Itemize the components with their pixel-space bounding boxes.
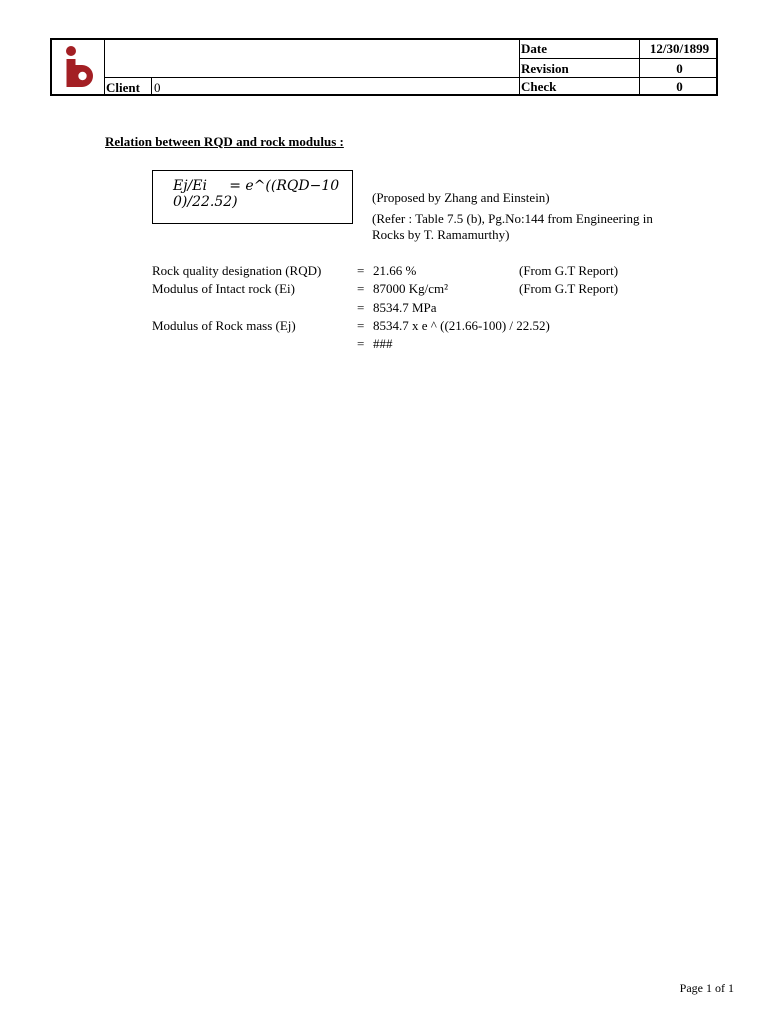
row-label: Modulus of Intact rock (Ei) — [152, 281, 295, 296]
revision-value: 0 — [676, 61, 683, 76]
row-source: (From G.T Report) — [519, 263, 619, 278]
check-label: Check — [521, 79, 557, 94]
company-logo — [60, 43, 100, 93]
formula-box — [152, 170, 353, 224]
client-value: 0 — [154, 80, 161, 95]
row-value: 8534.7 x e ^ ((21.66-100) / 22.52) — [373, 318, 550, 333]
section-heading: Relation between RQD and rock modulus : — [105, 134, 344, 149]
row-source: (From G.T Report) — [519, 281, 619, 296]
check-value: 0 — [676, 79, 683, 94]
row-value: 87000 Kg/cm² — [373, 281, 449, 296]
refer-note-line2: Rocks by T. Ramamurthy) — [372, 227, 510, 242]
row-value: 21.66 % — [373, 263, 417, 278]
date-label: Date — [521, 41, 547, 56]
row-equals: = — [357, 318, 365, 333]
client-label: Client — [106, 80, 140, 95]
row-equals: = — [357, 336, 365, 351]
row-label: Modulus of Rock mass (Ej) — [152, 318, 296, 333]
date-value: 12/30/1899 — [649, 41, 710, 56]
row-label: Rock quality designation (RQD) — [152, 263, 322, 278]
row-value: 8534.7 MPa — [373, 300, 437, 315]
page-number: Page 1 of 1 — [679, 981, 734, 995]
row-equals: = — [357, 281, 365, 296]
revision-label: Revision — [521, 61, 569, 76]
formula-text: Ej/Ei = e^((RQD−100)/22.52) — [173, 178, 340, 210]
refer-note-line1: (Refer : Table 7.5 (b), Pg.No:144 from Engineering in — [372, 211, 653, 226]
row-equals: = — [357, 263, 365, 278]
proposed-by-note: (Proposed by Zhang and Einstein) — [372, 190, 550, 205]
title-block — [50, 38, 718, 96]
row-equals: = — [357, 300, 365, 315]
row-value: ### — [373, 336, 393, 351]
